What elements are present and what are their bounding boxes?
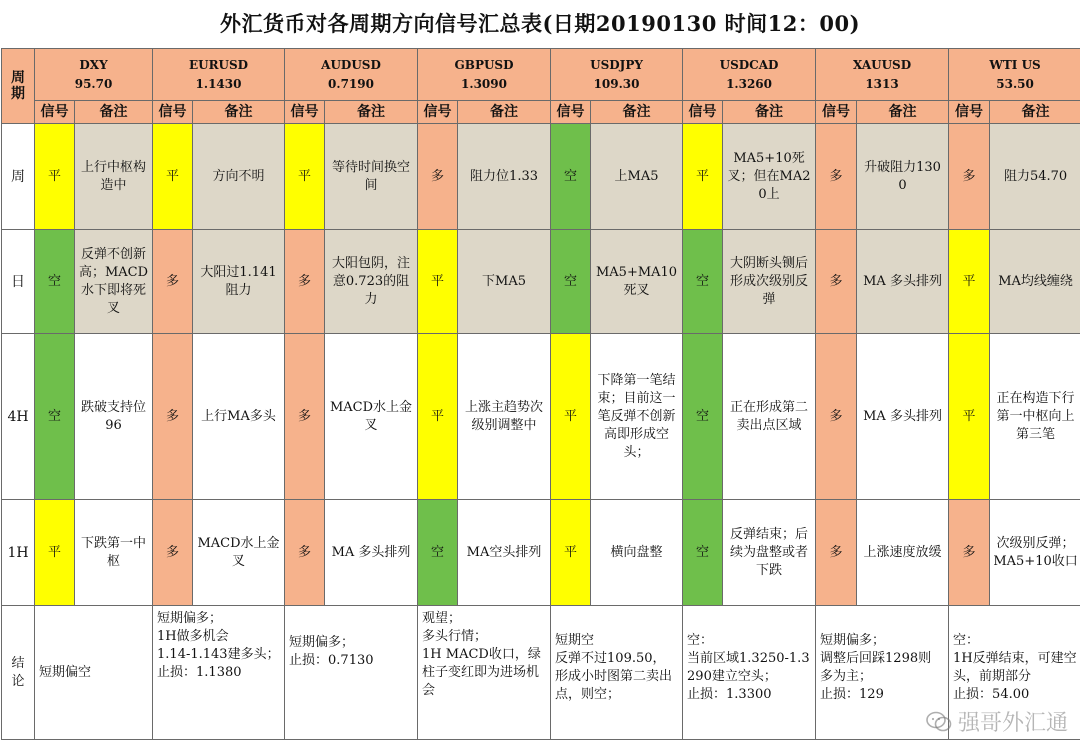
signal-cell: 平 <box>949 230 990 334</box>
pair-header-xauusd: XAUUSD 1313 <box>816 49 949 101</box>
note-cell: 正在构造下行第一中枢向上第三笔 <box>990 334 1080 500</box>
signal-header: 信号 <box>949 101 990 124</box>
signal-cell: 多 <box>285 500 325 606</box>
note-cell: 阻力54.70 <box>990 124 1080 230</box>
note-cell: 大阳过1.141阻力 <box>193 230 285 334</box>
note-cell: MA5+MA10死叉 <box>591 230 683 334</box>
signal-cell: 空 <box>683 500 723 606</box>
signal-header: 信号 <box>551 101 591 124</box>
note-header: 备注 <box>193 101 285 124</box>
signal-cell: 多 <box>949 500 990 606</box>
note-cell: 次级别反弹；MA5+10收口 <box>990 500 1080 606</box>
signal-header: 信号 <box>418 101 458 124</box>
note-cell: 反弹不创新高；MACD水下即将死叉 <box>75 230 153 334</box>
note-cell: 升破阻力1300 <box>857 124 949 230</box>
note-cell: 上行MA多头 <box>193 334 285 500</box>
signal-cell: 空 <box>418 500 458 606</box>
signal-cell: 平 <box>35 124 75 230</box>
note-cell: MA均线缠绕 <box>990 230 1080 334</box>
pair-header-dxy: DXY 95.70 <box>35 49 153 101</box>
period-label: 4H <box>2 334 35 500</box>
signal-cell: 空 <box>551 230 591 334</box>
note-cell: 阻力位1.33 <box>458 124 551 230</box>
signal-header: 信号 <box>35 101 75 124</box>
note-cell: MACD水上金叉 <box>193 500 285 606</box>
signal-cell: 多 <box>418 124 458 230</box>
pair-header-eurusd: EURUSD 1.1430 <box>153 49 285 101</box>
note-cell: 横向盘整 <box>591 500 683 606</box>
note-cell: 上涨主趋势次级别调整中 <box>458 334 551 500</box>
watermark-text: 强哥外汇通 <box>957 711 1068 736</box>
note-cell: MA 多头排列 <box>857 230 949 334</box>
table-row <box>2 334 1080 500</box>
signal-cell: 平 <box>683 124 723 230</box>
period-label: 日 <box>2 230 35 334</box>
note-cell: MA5+10死叉；但在MA20上 <box>723 124 816 230</box>
pair-header-usdcad: USDCAD 1.3260 <box>683 49 816 101</box>
note-cell: 跌破支持位96 <box>75 334 153 500</box>
note-cell: 下MA5 <box>458 230 551 334</box>
note-cell: MA空头排列 <box>458 500 551 606</box>
conclusion-usdjpy: 短期空 反弹不过109.50，形成小时图第二卖出点，则空； <box>551 606 683 740</box>
signal-cell: 多 <box>153 334 193 500</box>
table-row <box>2 500 1080 606</box>
page-title: 外汇货币对各周期方向信号汇总表(日期20190130 时间12：00) <box>219 11 861 36</box>
conclusion-dxy: 短期偏空 <box>35 606 153 740</box>
signal-cell: 空 <box>35 334 75 500</box>
pair-header-gbpusd: GBPUSD 1.3090 <box>418 49 551 101</box>
watermark <box>926 706 1068 737</box>
table-row <box>2 124 1080 230</box>
pair-header-wti: WTI US 53.50 <box>949 49 1080 101</box>
conclusion-row <box>2 606 1080 740</box>
note-cell: 上涨速度放缓 <box>857 500 949 606</box>
note-cell: MACD水上金叉 <box>325 334 418 500</box>
signal-cell: 多 <box>816 124 857 230</box>
signal-cell: 多 <box>153 500 193 606</box>
note-cell: 正在形成第二卖出点区域 <box>723 334 816 500</box>
signal-cell: 多 <box>816 334 857 500</box>
signal-cell: 空 <box>551 124 591 230</box>
note-cell: 大阴断头铡后形成次级别反弹 <box>723 230 816 334</box>
note-cell: MA 多头排列 <box>325 500 418 606</box>
note-header: 备注 <box>857 101 949 124</box>
note-cell: 等待时间换空间 <box>325 124 418 230</box>
signal-cell: 平 <box>35 500 75 606</box>
note-header: 备注 <box>75 101 153 124</box>
pair-header-audusd: AUDUSD 0.7190 <box>285 49 418 101</box>
note-cell: 反弹结束；后续为盘整或者下跌 <box>723 500 816 606</box>
signal-header: 信号 <box>683 101 723 124</box>
signal-header: 信号 <box>285 101 325 124</box>
cycle-header: 周期 <box>2 49 35 124</box>
signal-cell: 平 <box>949 334 990 500</box>
conclusion-wti: 空： 1H反弹结束，可建空头，前期部分 止损：54.00 <box>949 606 1080 740</box>
signal-table <box>1 48 1080 740</box>
signal-cell: 平 <box>285 124 325 230</box>
note-header: 备注 <box>990 101 1080 124</box>
signal-cell: 多 <box>285 334 325 500</box>
note-header: 备注 <box>591 101 683 124</box>
wechat-icon <box>926 711 952 733</box>
conclusion-gbpusd: 观望； 多头行情； 1H MACD收口，绿柱子变红即为进场机会 <box>418 606 551 740</box>
signal-cell: 多 <box>816 500 857 606</box>
signal-cell: 平 <box>418 230 458 334</box>
signal-header: 信号 <box>816 101 857 124</box>
note-cell: 上MA5 <box>591 124 683 230</box>
signal-cell: 空 <box>683 230 723 334</box>
note-cell: 下降第一笔结束；目前这一笔反弹不创新高即形成空头； <box>591 334 683 500</box>
signal-cell: 空 <box>35 230 75 334</box>
conclusion-audusd: 短期偏多； 止损：0.7130 <box>285 606 418 740</box>
conclusion-eurusd: 短期偏多； 1H做多机会 1.14-1.143建多头； 止损：1.1380 <box>153 606 285 740</box>
pair-header-usdjpy: USDJPY 109.30 <box>551 49 683 101</box>
period-label: 周 <box>2 124 35 230</box>
note-cell: 上行中枢构造中 <box>75 124 153 230</box>
note-cell: MA 多头排列 <box>857 334 949 500</box>
signal-cell: 多 <box>153 230 193 334</box>
note-header: 备注 <box>325 101 418 124</box>
note-cell: 下跌第一中枢 <box>75 500 153 606</box>
table-row <box>2 230 1080 334</box>
conclusion-xauusd: 短期偏多； 调整后回踩1298则多为主； 止损：129 <box>816 606 949 740</box>
signal-cell: 平 <box>551 334 591 500</box>
signal-cell: 多 <box>949 124 990 230</box>
conclusion-label: 结论 <box>2 606 35 740</box>
note-header: 备注 <box>723 101 816 124</box>
signal-cell: 多 <box>285 230 325 334</box>
note-header: 备注 <box>458 101 551 124</box>
signal-cell: 平 <box>551 500 591 606</box>
signal-cell: 平 <box>418 334 458 500</box>
note-cell: 大阳包阴，注意0.723的阻力 <box>325 230 418 334</box>
period-label: 1H <box>2 500 35 606</box>
signal-cell: 空 <box>683 334 723 500</box>
note-cell: 方向不明 <box>193 124 285 230</box>
signal-cell: 多 <box>816 230 857 334</box>
conclusion-usdcad: 空： 当前区域1.3250-1.3290建立空头； 止损：1.3300 <box>683 606 816 740</box>
signal-header: 信号 <box>153 101 193 124</box>
signal-cell: 平 <box>153 124 193 230</box>
